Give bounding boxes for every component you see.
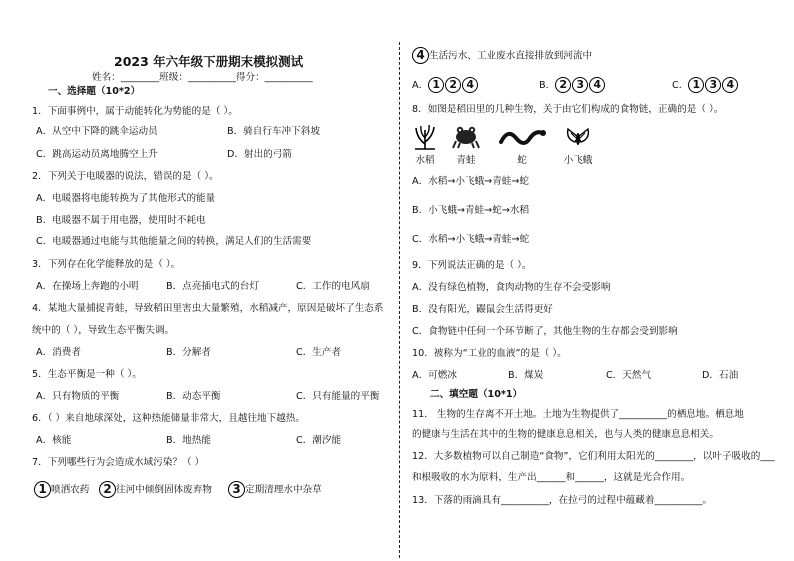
q10-option-c: C．天然气 (606, 370, 652, 381)
q7-option-a: A． 1 2 4 (412, 77, 479, 93)
q10-option-a: A．可燃冰 (412, 370, 457, 381)
circled-number-4: 4 (412, 47, 429, 64)
circled-number: 4 (462, 77, 478, 93)
q8-option-c: C．水稻→小飞蛾→青蛙→蛇 (412, 234, 530, 245)
q6-option-a: A．核能 (36, 435, 72, 446)
q6-option-b: B．地热能 (166, 435, 211, 446)
column-divider (399, 42, 400, 558)
q4-option-c: C．生产者 (296, 347, 342, 358)
q8-option-a: A．水稻→小飞蛾→青蛙→蛇 (412, 176, 530, 187)
q6-stem: 6．（ ）来自地球深处，这种热能储量非常大，且越往地下越热。 (32, 413, 305, 424)
q12-line2: 和根吸收的水为原料，生产出______和______，这就是光合作用。 (412, 472, 691, 483)
q7-choice-4-text: 生活污水、工业废水直接排放到河流中 (429, 50, 593, 62)
q5-option-b: B．动态平衡 (166, 391, 221, 402)
q7-choice-2-text: 往河中倾倒固体废弃物 (116, 484, 212, 496)
page-title: 2023 年六年级下册期末模拟测试 (114, 54, 304, 69)
circled-number-3: 3 (228, 481, 245, 498)
q7-option-c: C． 1 3 4 (672, 77, 739, 93)
q2-option-a: A．电暖器将电能转换为了其他形式的能量 (36, 193, 216, 204)
q6-option-c: C．潮汐能 (296, 435, 342, 446)
section-fill-heading: 二、填空题（10*1） (430, 389, 523, 400)
circled-number: 4 (722, 77, 738, 93)
q10-option-b: B．煤炭 (508, 370, 544, 381)
q4-stem-line1: 4．某地大量捕捉青蛙，导致稻田里害虫大量繁殖，水稻减产，原因是破坏了生态系 (32, 303, 384, 314)
rice-plant-icon (412, 124, 438, 150)
q3-stem: 3．下列存在化学能释放的是（ ）。 (32, 259, 181, 270)
circled-number: 4 (589, 77, 605, 93)
q7-option-b: B． 2 3 4 (539, 77, 606, 93)
snake-label: 蛇 (517, 155, 527, 166)
q7-choice-4 (412, 47, 592, 64)
q1-option-b: B．骑自行车冲下斜坡 (227, 126, 320, 137)
q9-option-a: A．没有绿色植物，食肉动物的生存不会受影响 (412, 282, 611, 293)
moth-label: 小飞蛾 (563, 155, 593, 166)
q1-stem: 1．下面事例中，属于动能转化为势能的是（ ）。 (32, 106, 238, 117)
q7-choice-1 (34, 481, 89, 498)
q2-option-c: C．电暖器通过电能与其他能量之间的转换，满足人们的生活需要 (36, 236, 312, 247)
q1-option-a: A．从空中下降的跳伞运动员 (36, 126, 158, 137)
circled-number-1: 1 (34, 481, 51, 498)
q13-line1: 13．下落的雨滴具有__________，在拉弓的过程中蕴藏着__________。 (412, 495, 713, 506)
q5-stem: 5．生态平衡是一种（ ）。 (32, 369, 142, 380)
frog-icon (452, 125, 480, 149)
q1-option-d: D．射出的弓箭 (227, 149, 292, 160)
q9-option-c: C．食物链中任何一个环节断了，其他生物的生存都会受到影响 (412, 326, 678, 337)
q9-stem: 9．下列说法正确的是（ ）。 (412, 260, 532, 271)
q5-option-c: C．只有能量的平衡 (296, 391, 380, 402)
circled-number: 2 (555, 77, 571, 93)
q11-line2: 的健康与生活在其中的生物的健康息息相关，也与人类的健康息息相关。 (412, 429, 719, 440)
q4-option-a: A．消费者 (36, 347, 81, 358)
q4-stem-line2: 统中的（ ），导致生态平衡失调。 (32, 325, 175, 336)
circled-number: 1 (428, 77, 444, 93)
snake-icon (498, 124, 546, 150)
circled-number-2: 2 (99, 481, 116, 498)
q12-line1: 12．大多数植物可以自己制造“食物”，它们利用太阳光的________，以叶子吸收的___ (412, 451, 775, 462)
q7-stem: 7．下列哪些行为会造成水域污染？（ ） (32, 457, 205, 468)
q1-option-c: C．跳高运动员离地腾空上升 (36, 149, 158, 160)
q4-option-b: B．分解者 (166, 347, 211, 358)
circled-number: 1 (688, 77, 704, 93)
q7-choice-3 (228, 481, 322, 498)
q8-stem: 8．如图是稻田里的几种生物，关于由它们构成的食物链，正确的是（ ）。 (412, 104, 724, 115)
section-choice-heading: 一、选择题（10*2） (48, 86, 141, 97)
q2-option-b: B．电暖器不属于用电器，使用时不耗电 (36, 215, 206, 226)
q9-option-b: B．没有阳光，鼹鼠会生活得更好 (412, 304, 553, 315)
q7-choice-3-text: 定期清理水中杂草 (245, 484, 322, 496)
q7-choice-2 (99, 481, 212, 498)
frog-label: 青蛙 (456, 155, 476, 166)
student-info-line: 姓名：________班级：__________得分：__________ (92, 72, 313, 83)
q2-stem: 2．下列关于电暖器的说法，错误的是（ ）。 (32, 171, 219, 182)
q10-stem: 10．被称为“工业的血液”的是（ ）。 (412, 348, 567, 359)
q10-option-d: D．石油 (702, 370, 739, 381)
circled-number: 3 (572, 77, 588, 93)
q3-option-a: A．在操场上奔跑的小明 (36, 281, 139, 292)
moth-icon (565, 124, 591, 150)
circled-number: 3 (705, 77, 721, 93)
rice-label: 水稻 (415, 155, 435, 166)
q7-choice-1-text: 喷洒农药 (51, 484, 90, 496)
q5-option-a: A．只有物质的平衡 (36, 391, 120, 402)
q11-line1: 11． 生物的生存离不开土地。土地为生物提供了__________的栖息地。栖息地 (412, 409, 744, 420)
q3-option-b: B．点亮插电式的台灯 (166, 281, 259, 292)
circled-number: 2 (445, 77, 461, 93)
q3-option-c: C．工作的电风扇 (296, 281, 370, 292)
q8-option-b: B．小飞蛾→青蛙→蛇→水稻 (412, 205, 530, 216)
